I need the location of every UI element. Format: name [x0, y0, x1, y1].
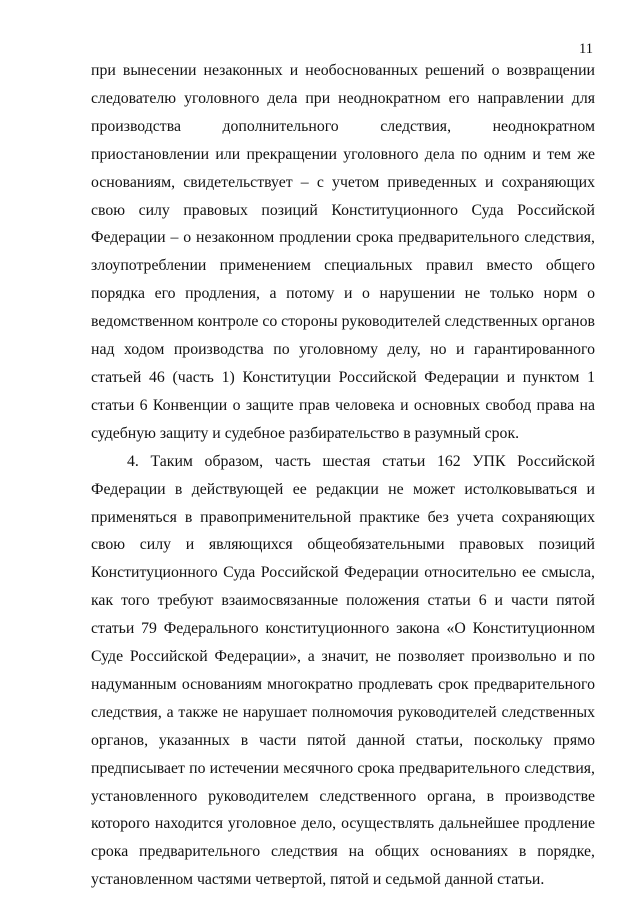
- paragraph-continuation: при вынесении незаконных и необоснованных решений о возвращении следователю уголовного дела при неоднократном его направлении для производства дополнительного следствия, неоднократном приостановлении или прекращении уголовного дела по одним и тем же основаниям, свидетельствует – с учетом приведенных и сохраняющих свою силу правовых позиций Конституционного Суда Российской Федерации – о незаконном продлении срока предварительного следствия, злоупотреблении применением специальных правил вместо общего порядка его продления, а потому и о нарушении не только норм о ведомственном контроле со стороны руководителей следственных органов над ходом производства по уголовному делу, но и гарантированного статьей 46 (часть 1) Конституции Российской Федерации и пунктом 1 статьи 6 Конвенции о защите прав человека и основных свобод права на судебную защиту и судебное разбирательство в разумный срок.: [91, 62, 595, 442]
- paragraph-4: 4. Таким образом, часть шестая статьи 162 УПК Российской Федерации в действующей ее редакции не может истолковываться и применяться в правоприменительной практике без учета сохраняющих свою силу и являющихся общеобязательными правовых позиций Конституционного Суда Российской Федерации относительно ее смысла, как того требуют взаимосвязанные положения статьи 6 и части пятой статьи 79 Федерального конституционного закона «О Конституционном Суде Российской Федерации», а значит, не позволяет произвольно и по надуманным основаниям многократно продлевать срок предварительного следствия, а также не нарушает полномочия руководителей следственных органов, указанных в части пятой данной статьи, поскольку прямо предписывает по истечении месячного срока предварительного следствия, установленного руководителем следственного органа, в производстве которого находится уголовное дело, осуществлять дальнейшее продление срока предварительного следствия на общих основаниях в порядке, установленном частями четвертой, пятой и седьмой данной статьи.: [91, 452, 595, 889]
- page-number: 11: [579, 41, 593, 57]
- document-body: [91, 57, 595, 894]
